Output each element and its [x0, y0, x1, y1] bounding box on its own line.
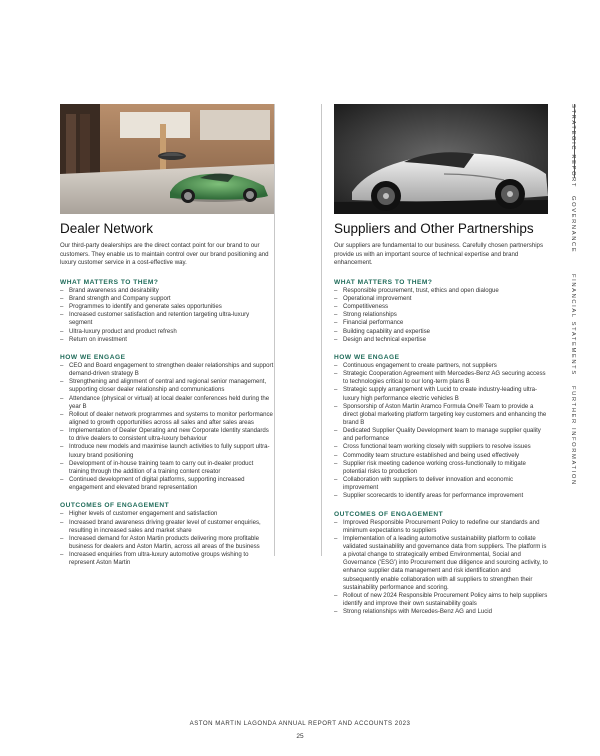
section-heading: WHAT MATTERS TO THEM?: [60, 278, 159, 286]
list-item: – Commodity team structure established and being used effectively: [334, 452, 548, 460]
list-item: – Strengthening and alignment of central and regional senior management, supporting closer dealer relationship and communications: [60, 378, 274, 394]
suppliers-intro: Our suppliers are fundamental to our business. Carefully chosen partnerships provide us with an important source of technical expertise and brand enhancement.: [334, 242, 543, 267]
dealer-network-intro: Our third-party dealerships are the direct contact point for our brand to our customers. They enable us to maintain control over our brand positioning and luxury customer service in a cost-effective way.: [60, 242, 269, 267]
list-item: – Financial performance: [334, 319, 548, 327]
list-item: – Implementation of Dealer Operating and new Corporate Identity standards to drive dealers to consistent ultra-luxury behaviour: [60, 427, 274, 443]
list-item: – Dedicated Supplier Quality Development team to manage supplier quality and performance: [334, 427, 548, 443]
list-item: – Increased brand awareness driving greater level of customer enquiries, resulting in increased sales and market share: [60, 519, 274, 535]
report-footer: ASTON MARTIN LAGONDA ANNUAL REPORT AND ACCOUNTS 2023: [189, 720, 411, 727]
list-item: – Improved Responsible Procurement Policy to redefine our standards and minimum expectations to suppliers: [334, 519, 548, 535]
list-item: – Operational improvement: [334, 295, 548, 303]
column-divider-left: [274, 104, 275, 556]
list-item: – Collaboration with suppliers to deliver innovation and economic improvement: [334, 476, 548, 492]
section-heading: OUTCOMES OF ENGAGEMENT: [334, 510, 444, 518]
list-item: – Building capability and expertise: [334, 328, 548, 336]
bullet-list: [60, 287, 274, 344]
dealer-network-title: Dealer Network: [60, 221, 154, 236]
list-item: – Supplier risk meeting cadence working cross-functionally to mitigate potential risks to production: [334, 460, 548, 476]
bullet-list: [60, 510, 274, 567]
dealer-network-sections: [60, 279, 274, 568]
suppliers-column: [334, 104, 548, 626]
list-item: – Attendance (physical or virtual) at local dealer conferences held during the year B: [60, 395, 274, 411]
list-item: – Responsible procurement, trust, ethics and open dialogue: [334, 287, 548, 295]
section-navigation: [566, 104, 576, 486]
dealer-showroom-photo: [60, 104, 274, 214]
list-item: – Increased customer satisfaction and retention targeting ultra-luxury segment: [60, 311, 274, 327]
list-item: – Implementation of a leading automotive sustainability platform to collate validated sustainability and governance data from suppliers. The platform is a pivotal change to strategically embed Environmental, Social and Governance ('ESG') into Procurement due diligence and sourcing activity, to enhance supplier data management and risk identification and subsequently enable collaboration with all suppliers to strengthen their sustainability performance and scoring.: [334, 535, 548, 592]
list-item: – Continuous engagement to create partners, not suppliers: [334, 362, 548, 370]
list-item: – Competitiveness: [334, 303, 548, 311]
list-item: – CEO and Board engagement to strengthen dealer relationships and support demand-driven strategy B: [60, 362, 274, 378]
section-heading: HOW WE ENGAGE: [334, 353, 400, 361]
list-item: – Increased demand for Aston Martin products delivering more profitable business for dealers and Aston Martin, across all areas of the business: [60, 535, 274, 551]
list-item: – Development of in-house training team to carry out in-dealer product training through the addition of a training content creator: [60, 460, 274, 476]
list-item: – Brand awareness and desirability: [60, 287, 274, 295]
list-item: – Brand strength and Company support: [60, 295, 274, 303]
list-item: – Increased enquiries from ultra-luxury automotive groups wishing to represent Aston Martin: [60, 551, 274, 567]
bullet-list: [334, 362, 548, 501]
list-item: – Rollout of dealer network programmes and systems to monitor performance aligned to growth opportunities across all sales and after sales areas: [60, 411, 274, 427]
list-item: – Ultra-luxury product and product refresh: [60, 328, 274, 336]
nav-tab-financial-statements[interactable]: FINANCIAL STATEMENTS: [570, 274, 576, 376]
bullet-list: [334, 287, 548, 344]
list-item: – Sponsorship of Aston Martin Aramco Formula One® Team to provide a direct global marketing platform targeting key customers and enhancing the brand B: [334, 403, 548, 427]
section-heading: WHAT MATTERS TO THEM?: [334, 278, 433, 286]
nav-tab-strategic-report[interactable]: STRATEGIC REPORT: [570, 104, 576, 189]
list-item: – Introduce new models and maximise launch activities to fully support ultra-luxury brand positioning: [60, 443, 274, 459]
column-divider-right: [321, 104, 322, 556]
list-item: – Design and technical expertise: [334, 336, 548, 344]
list-item: – Rollout of new 2024 Responsible Procurement Policy aims to help suppliers identify and improve their own sustainability goals: [334, 592, 548, 608]
nav-tab-governance[interactable]: GOVERNANCE: [570, 196, 576, 254]
list-item: – Strategic Cooperation Agreement with Mercedes-Benz AG securing access to technologies critical to our long-term plans B: [334, 370, 548, 386]
list-item: – Higher levels of customer engagement and satisfaction: [60, 510, 274, 518]
suppliers-title: Suppliers and Other Partnerships: [334, 221, 534, 236]
list-item: – Strong relationships: [334, 311, 548, 319]
dealer-network-column: [60, 104, 274, 577]
page-number: 25: [296, 733, 304, 740]
suppliers-sections: [334, 279, 548, 617]
list-item: – Strong relationships with Mercedes-Benz AG and Lucid: [334, 608, 548, 616]
list-item: – Return on investment: [60, 336, 274, 344]
nav-tab-further-information[interactable]: FURTHER INFORMATION: [570, 386, 576, 486]
bullet-list: [334, 519, 548, 617]
supercar-photo: [334, 104, 548, 214]
list-item: – Programmes to identify and generate sales opportunities: [60, 303, 274, 311]
section-heading: OUTCOMES OF ENGAGEMENT: [60, 502, 170, 510]
section-heading: HOW WE ENGAGE: [60, 353, 126, 361]
list-item: – Supplier scorecards to identify areas for performance improvement: [334, 492, 548, 500]
list-item: – Cross functional team working closely with suppliers to resolve issues: [334, 443, 548, 451]
list-item: – Strategic supply arrangement with Lucid to create industry-leading ultra-luxury high performance electric vehicles B: [334, 386, 548, 402]
list-item: – Continued development of digital platforms, supporting increased engagement and elevated brand representation: [60, 476, 274, 492]
bullet-list: [60, 362, 274, 493]
